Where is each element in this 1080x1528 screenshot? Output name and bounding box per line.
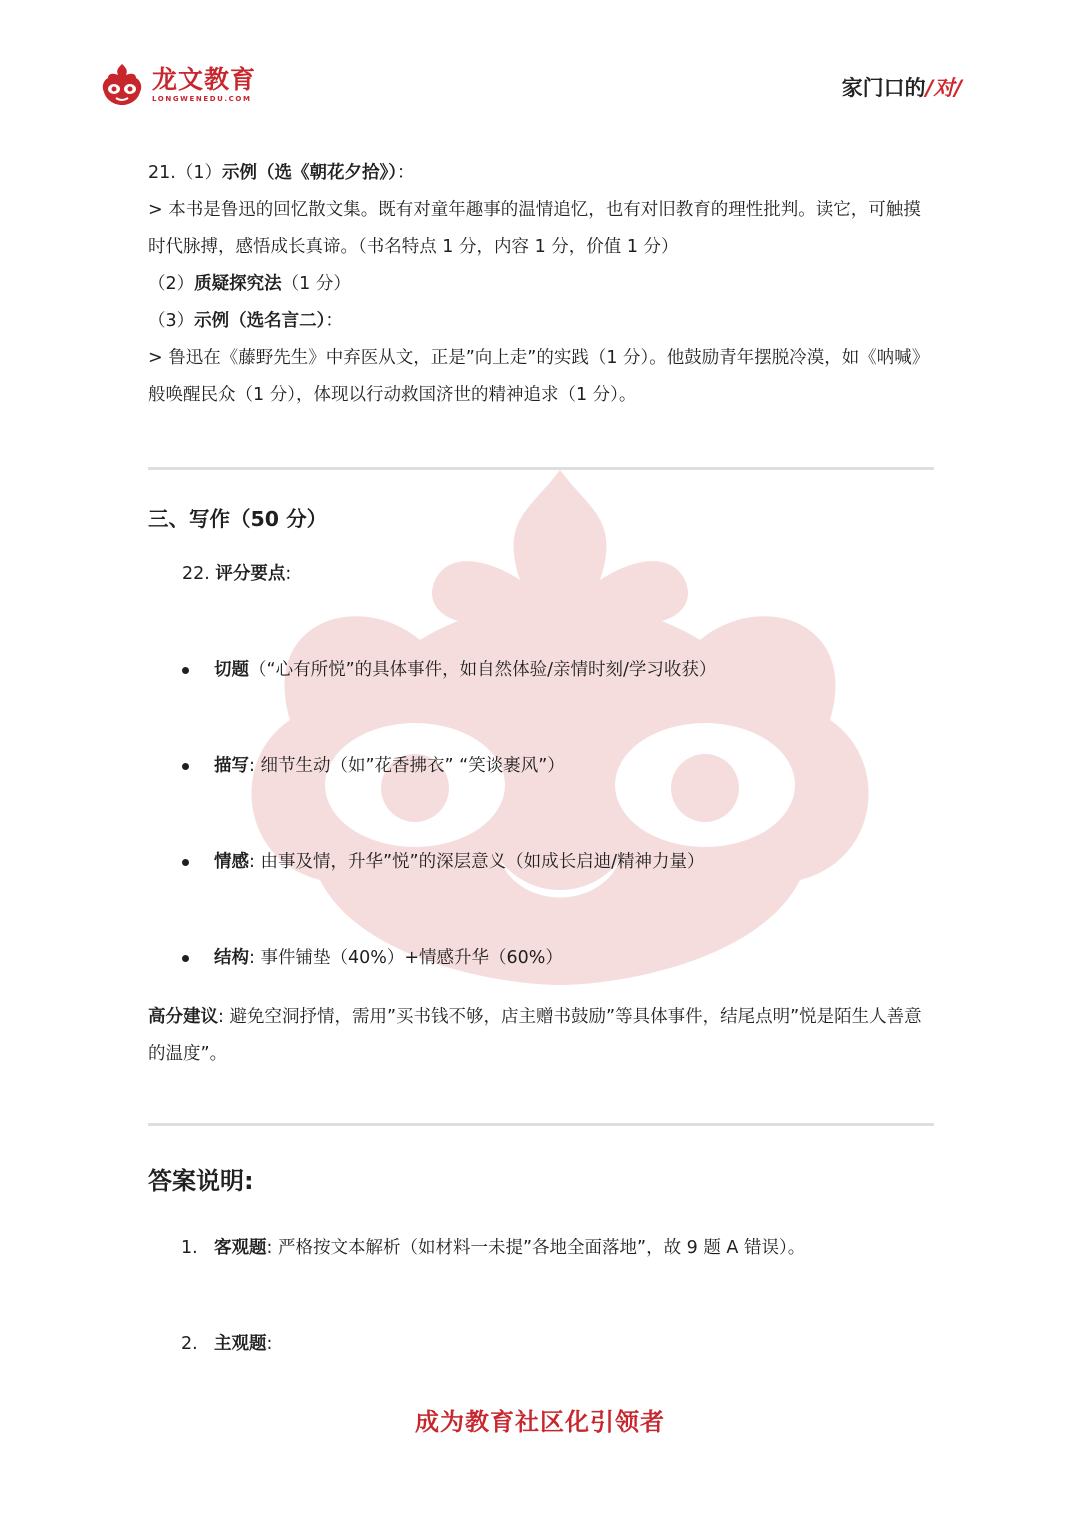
point-label: 切题 <box>214 660 249 680</box>
q21-part2-prefix: （2） <box>148 274 195 294</box>
logo-subtitle: LONGWENEDU.COM <box>152 95 252 103</box>
item-number: 2. <box>181 1334 198 1354</box>
header-slogan <box>842 72 962 102</box>
advice-text: : 避免空洞抒情，需用”买书钱不够，店主赠书鼓励”等具体事件，结尾点明”悦是陌生人善意的温度”。 <box>148 1007 922 1064</box>
q21-part1-prefix: 21.（1） <box>148 163 222 183</box>
scoring-points-list <box>148 652 934 977</box>
point-text: 事件铺垫（40%）+情感升华（60%） <box>260 948 563 968</box>
q21-part2-suffix: （1 分） <box>281 274 351 294</box>
q22-prefix: 22. <box>182 564 216 584</box>
point-separator: : <box>249 756 261 776</box>
q22-suffix: : <box>285 564 292 584</box>
item-number: 1. <box>181 1238 198 1258</box>
list-item <box>148 748 934 785</box>
point-text: 细节生动（如”花香拂衣” “笑谈裹风”） <box>260 756 565 776</box>
page-header <box>96 58 962 118</box>
q21-part1-bold: 示例（选《朝花夕拾》） <box>221 163 397 183</box>
item-text: : 严格按文本解析（如材料一未提”各地全面落地”，故 9 题 A 错误）。 <box>266 1238 806 1258</box>
q21-part1-suffix: ： <box>396 163 415 183</box>
item-text: : <box>266 1334 273 1354</box>
dragon-logo-icon <box>96 58 148 110</box>
document-body <box>148 155 934 1363</box>
list-item <box>148 1230 934 1267</box>
point-label: 情感 <box>214 852 249 872</box>
point-separator: : <box>249 852 261 872</box>
list-item <box>148 1326 934 1363</box>
q22-heading <box>148 556 934 593</box>
q22-bold: 评分要点 <box>215 564 286 584</box>
list-item <box>148 844 934 881</box>
answer-notes-title: 答案说明: <box>148 1167 254 1195</box>
q21-part3-answer: > 鲁迅在《藤野先生》中弃医从文，正是”向上走”的实践（1 分）。他鼓励青年摆脱冷漠，如《呐喊》般唤醒民众（1 分），体现以行动救国济世的精神追求（1 分）。 <box>148 348 930 405</box>
point-label: 结构 <box>214 948 249 968</box>
list-item <box>148 652 934 689</box>
point-separator: : <box>249 948 261 968</box>
answer-notes-list <box>148 1230 934 1363</box>
high-score-advice <box>148 999 934 1073</box>
q21-part2-bold: 质疑探究法 <box>194 274 282 294</box>
item-label: 主观题 <box>214 1334 267 1354</box>
item-label: 客观题 <box>214 1238 267 1258</box>
q21-part1-heading <box>148 155 934 192</box>
q21-part3-suffix: ： <box>325 311 343 331</box>
point-text: “心有所悦”的具体事件，如自然体验/亲情时刻/学习收获） <box>266 660 717 680</box>
advice-label: 高分建议 <box>148 1007 218 1027</box>
q21-part3-prefix: （3） <box>148 311 195 331</box>
point-label: 描写 <box>214 756 249 776</box>
point-text: 由事及情，升华”悦”的深层意义（如成长启迪/精神力量） <box>260 852 705 872</box>
q21-part3-bold: 示例（选名言二） <box>194 311 326 331</box>
footer-slogan: 成为教育社区化引领者 <box>415 1408 665 1436</box>
slogan-main: 家门口的 <box>841 76 926 100</box>
logo <box>96 58 256 110</box>
slogan-accent: /对/ <box>925 76 962 100</box>
point-separator: （ <box>249 660 267 680</box>
q21-part3-heading <box>148 303 934 340</box>
q21-part2 <box>148 266 934 303</box>
logo-name: 龙文教育 <box>152 65 257 94</box>
writing-section-title: 三、写作（50 分） <box>148 507 328 531</box>
q21-part1-answer: > 本书是鲁迅的回忆散文集。既有对童年趣事的温情追忆，也有对旧教育的理性批判。读它，可触摸时代脉搏，感悟成长真谛。（书名特点 1 分，内容 1 分，价值 1 分） <box>148 200 921 257</box>
list-item <box>148 940 934 977</box>
